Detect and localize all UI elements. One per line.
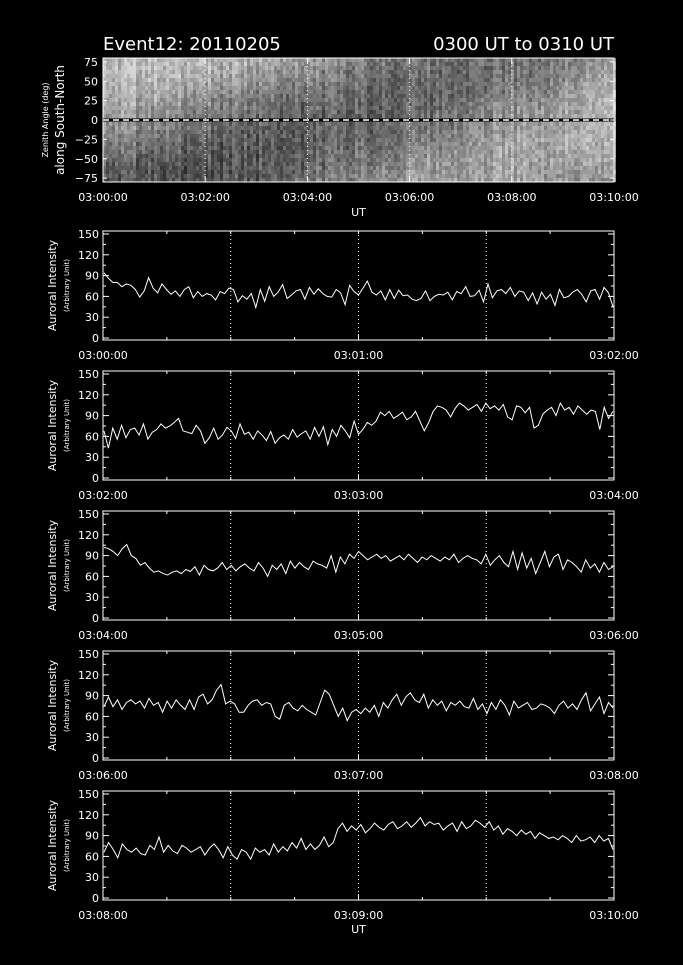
xtick-label: 03:06:00 bbox=[78, 769, 128, 782]
keogram-ytick-label: 25 bbox=[84, 94, 98, 108]
intensity-panel-5 bbox=[46, 788, 639, 936]
ytick-label: 120 bbox=[78, 388, 99, 402]
panel-ylabel-small: (Arbitrary Unit) bbox=[63, 399, 71, 452]
xtick-label: 03:03:00 bbox=[333, 489, 384, 502]
keogram-ylabel: along South-North bbox=[53, 65, 67, 175]
ytick-label: 120 bbox=[78, 248, 99, 262]
ytick-label: 60 bbox=[85, 430, 99, 444]
xtick-label: 03:06:00 bbox=[589, 629, 639, 642]
keogram-xtick-label: 03:08:00 bbox=[487, 191, 537, 204]
ytick-label: 0 bbox=[92, 752, 99, 765]
ytick-label: 0 bbox=[92, 332, 99, 345]
title-left: Event12: 20110205 bbox=[103, 34, 281, 55]
title-right: 0300 UT to 0310 UT bbox=[433, 34, 614, 55]
ytick-label: 120 bbox=[78, 528, 99, 542]
ytick-label: 0 bbox=[92, 472, 99, 485]
panel-ylabel: Auroral Intensity bbox=[46, 659, 59, 752]
ytick-label: 30 bbox=[85, 451, 99, 465]
ytick-label: 0 bbox=[92, 892, 99, 905]
ytick-label: 150 bbox=[78, 788, 99, 801]
ytick-label: 30 bbox=[85, 311, 99, 325]
intensity-panel-4 bbox=[46, 648, 639, 782]
ytick-label: 60 bbox=[85, 570, 99, 584]
intensity-panel-2 bbox=[46, 368, 639, 502]
ytick-label: 150 bbox=[78, 508, 99, 521]
keogram-xtick-label: 03:02:00 bbox=[180, 191, 230, 204]
keogram-ytick-label: 50 bbox=[84, 75, 98, 89]
panel-ylabel: Auroral Intensity bbox=[46, 379, 59, 472]
panel-ylabel-small: (Arbitrary Unit) bbox=[63, 539, 71, 592]
xtick-label: 03:08:00 bbox=[78, 909, 128, 922]
keogram-ylabel-small: Zenith Angle (deg) bbox=[41, 82, 50, 158]
ytick-label: 90 bbox=[85, 269, 99, 283]
panel-ylabel-small: (Arbitrary Unit) bbox=[63, 819, 71, 872]
keogram-ytick-label: 0 bbox=[91, 114, 98, 127]
ytick-label: 90 bbox=[85, 549, 99, 563]
keogram-xtick-label: 03:00:00 bbox=[78, 191, 128, 204]
ytick-label: 60 bbox=[85, 710, 99, 724]
keogram-xlabel: UT bbox=[351, 206, 366, 219]
keogram-xtick-label: 03:06:00 bbox=[384, 191, 435, 204]
keogram-panel bbox=[41, 56, 639, 219]
keogram-ytick-label: −50 bbox=[74, 152, 98, 166]
ytick-label: 30 bbox=[85, 871, 99, 885]
xtick-label: 03:04:00 bbox=[589, 489, 639, 502]
ytick-label: 150 bbox=[78, 228, 99, 241]
ytick-label: 90 bbox=[85, 829, 99, 843]
ytick-label: 30 bbox=[85, 731, 99, 745]
ytick-label: 0 bbox=[92, 612, 99, 625]
intensity-series-line bbox=[104, 403, 613, 448]
xtick-label: 03:07:00 bbox=[333, 769, 384, 782]
intensity-panel-3 bbox=[46, 508, 639, 642]
xtick-label: 03:00:00 bbox=[78, 349, 128, 362]
intensity-panel-1 bbox=[46, 228, 639, 362]
ytick-label: 60 bbox=[85, 290, 99, 304]
xtick-label: 03:08:00 bbox=[589, 769, 639, 782]
ytick-label: 90 bbox=[85, 409, 99, 423]
ytick-label: 120 bbox=[78, 808, 99, 822]
panel-ylabel: Auroral Intensity bbox=[46, 239, 59, 332]
panel-ylabel-small: (Arbitrary Unit) bbox=[63, 679, 71, 732]
xtick-label: 03:02:00 bbox=[589, 349, 639, 362]
keogram-ytick-label: 75 bbox=[84, 55, 98, 69]
xtick-label: 03:01:00 bbox=[333, 349, 384, 362]
xtick-label: 03:02:00 bbox=[78, 489, 128, 502]
ytick-label: 150 bbox=[78, 648, 99, 661]
ytick-label: 30 bbox=[85, 591, 99, 605]
ytick-label: 90 bbox=[85, 689, 99, 703]
xtick-label: 03:05:00 bbox=[333, 629, 384, 642]
panel-ylabel-small: (Arbitrary Unit) bbox=[63, 259, 71, 312]
panel-ylabel: Auroral Intensity bbox=[46, 799, 59, 892]
keogram-ytick-label: −75 bbox=[74, 172, 98, 186]
panel-xlabel: UT bbox=[351, 923, 366, 936]
xtick-label: 03:04:00 bbox=[78, 629, 128, 642]
ytick-label: 150 bbox=[78, 368, 99, 381]
keogram-ytick-label: −25 bbox=[74, 133, 98, 147]
ytick-label: 120 bbox=[78, 668, 99, 682]
panel-ylabel: Auroral Intensity bbox=[46, 519, 59, 612]
intensity-panels bbox=[46, 228, 639, 936]
intensity-series-line bbox=[104, 273, 613, 308]
xtick-label: 03:09:00 bbox=[333, 909, 384, 922]
keogram-xtick-label: 03:04:00 bbox=[282, 191, 333, 204]
keogram-xtick-label: 03:10:00 bbox=[589, 191, 639, 204]
xtick-label: 03:10:00 bbox=[589, 909, 639, 922]
ytick-label: 60 bbox=[85, 850, 99, 864]
